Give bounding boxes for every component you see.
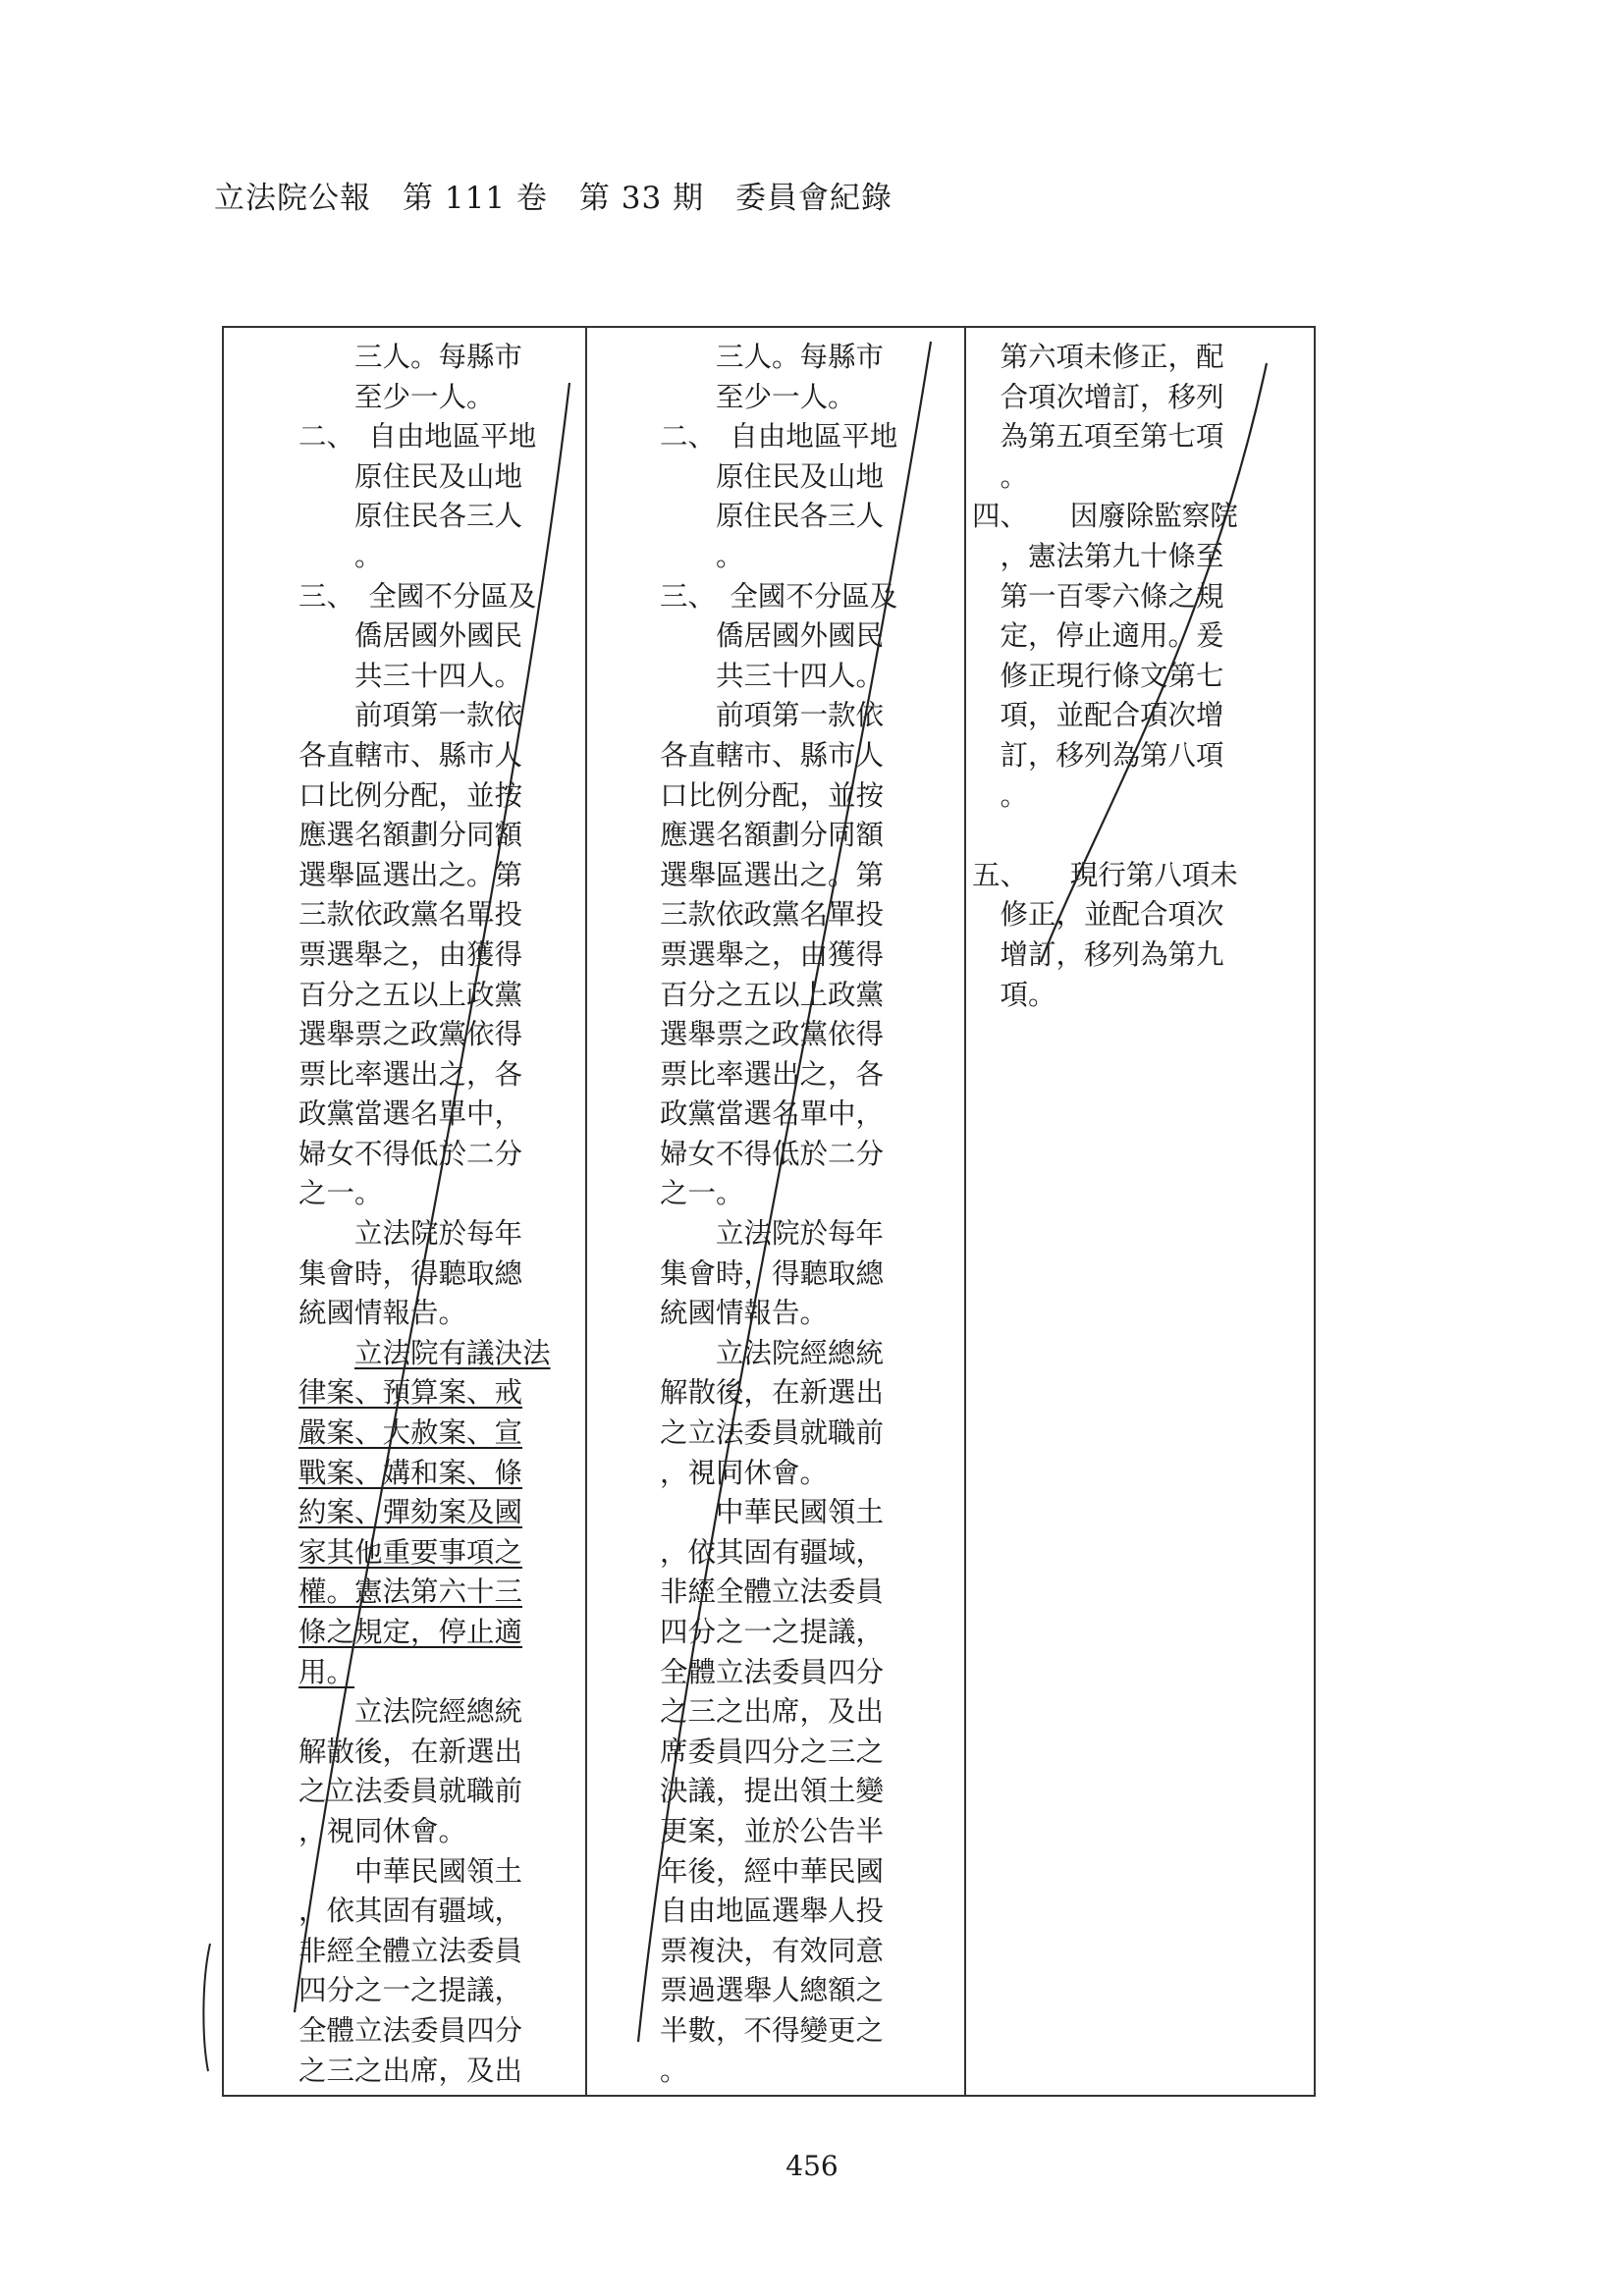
amended-text-line: 票選舉之，由獲得 — [298, 937, 523, 971]
amended-text-line: 統國情報告。 — [298, 1297, 467, 1330]
amended-text-line: 選舉區選出之。第 — [298, 858, 523, 891]
page-header: 立法院公報 第 111 卷 第 33 期 委員會紀錄 — [214, 181, 893, 216]
notes-text-line: 增訂，移列為第九 — [972, 937, 1224, 971]
current-text-line: 更案，並於公告半 — [660, 1814, 885, 1847]
current-text-line: 之一。 — [660, 1177, 744, 1210]
current-text-line: 票過選舉人總額之 — [660, 1974, 885, 2007]
notes-text-line: 修正現行條文第七 — [972, 659, 1224, 692]
amended-text-line: ，視同休會。 — [298, 1814, 467, 1847]
current-text-line: 半數，不得變更之 — [660, 2013, 885, 2047]
amended-text-line: 立法院經總統 — [298, 1695, 523, 1729]
notes-text-line: 第六項未修正，配 — [972, 341, 1224, 373]
bracket-mark-left — [203, 1944, 210, 2071]
amended-text-line: 集會時，得聽取總 — [298, 1256, 523, 1290]
amended-text-line: 約案、彈劾案及國 — [298, 1496, 523, 1529]
notes-text-line: 定，停止適用。爰 — [972, 619, 1224, 653]
amended-text-line: 非經全體立法委員 — [298, 1934, 523, 1967]
notes-text-line: 第一百零六條之規 — [972, 579, 1224, 613]
current-text-line: 之三之出席，及出 — [660, 1695, 885, 1729]
current-text-line: 立法院於每年 — [660, 1217, 885, 1251]
amended-text-line: 三、 全國不分區及 — [298, 579, 537, 613]
current-text-line: 集會時，得聽取總 — [660, 1256, 885, 1290]
current-text-line: ，依其固有疆域， — [660, 1535, 885, 1569]
current-text-line: 席委員四分之三之 — [660, 1735, 885, 1768]
current-text-line: 選舉區選出之。第 — [660, 858, 885, 891]
current-text-line: 僑居國外國民 — [660, 619, 885, 653]
amended-text-line: ，依其固有疆域， — [298, 1895, 523, 1928]
column-divider — [964, 328, 966, 2095]
amended-text-line: 二、 自由地區平地 — [298, 420, 537, 454]
amended-text-line: 解散後，在新選出 — [298, 1735, 523, 1768]
amended-text-line: 條之規定，停止適 — [298, 1616, 523, 1648]
current-text-line: 決議，提出領土變 — [660, 1775, 885, 1808]
comparison-table — [222, 326, 1316, 2097]
current-text-line: ，視同休會。 — [660, 1456, 829, 1489]
current-text-line: 票複決，有效同意 — [660, 1934, 885, 1967]
amended-text-line: 票比率選出之，各 — [298, 1057, 523, 1091]
amended-text-line: 之一。 — [298, 1177, 383, 1210]
notes-text-line: ，憲法第九十條至 — [972, 539, 1224, 572]
notes-text-line: 為第五項至第七項 — [972, 420, 1224, 454]
notes-text-line: 項，並配合項次增 — [972, 699, 1224, 732]
amended-text-line: 原住民及山地 — [298, 459, 523, 493]
amended-text-line: 家其他重要事項之 — [298, 1535, 523, 1569]
current-text-line: 四分之一之提議， — [660, 1616, 885, 1648]
current-text-line: 。 — [660, 539, 744, 572]
current-text-line: 立法院經總統 — [660, 1336, 885, 1369]
amended-text-line: 中華民國領土 — [298, 1854, 523, 1888]
notes-text-line: 五、 現行第八項未 — [972, 858, 1238, 891]
notes-text-line: 項。 — [972, 978, 1056, 1011]
page-number: 456 — [785, 2150, 839, 2182]
amended-text-line: 立法院有議決法 — [354, 1336, 551, 1369]
notes-text-line: 四、 因廢除監察院 — [972, 500, 1238, 533]
amended-text-line: 全體立法委員四分 — [298, 2013, 523, 2047]
amended-text-line: 選舉票之政黨依得 — [298, 1018, 523, 1051]
amended-text-line: 嚴案、大赦案、宣 — [298, 1416, 523, 1450]
amended-text-line: 前項第一款依 — [298, 699, 523, 732]
current-text-line: 原住民各三人 — [660, 500, 885, 533]
amended-text-line: 三人。每縣市 — [298, 341, 523, 373]
amended-text-line: 至少一人。 — [298, 380, 495, 413]
current-text-line: 二、 自由地區平地 — [660, 420, 898, 454]
current-text-line: 選舉票之政黨依得 — [660, 1018, 885, 1051]
current-text-line: 三、 全國不分區及 — [660, 579, 898, 613]
current-text-line: 應選名額劃分同額 — [660, 819, 885, 852]
current-text-line: 年後，經中華民國 — [660, 1854, 885, 1888]
current-text-line: 原住民及山地 — [660, 459, 885, 493]
current-text-line: 解散後，在新選出 — [660, 1376, 885, 1410]
amended-text-line: 婦女不得低於二分 — [298, 1137, 523, 1170]
amended-text-line: 用。 — [298, 1655, 355, 1688]
amended-text-line: 之三之出席，及出 — [298, 2054, 523, 2087]
notes-text-line: 訂，移列為第八項 — [972, 738, 1224, 772]
amended-text-line: 各直轄市、縣市人 — [298, 738, 523, 772]
current-text-line: 政黨當選名單中， — [660, 1097, 885, 1131]
notes-text-line: 修正，並配合項次 — [972, 898, 1224, 932]
current-text-line: 票選舉之，由獲得 — [660, 937, 885, 971]
current-text-line: 百分之五以上政黨 — [660, 978, 885, 1011]
current-text-line: 三款依政黨名單投 — [660, 898, 885, 932]
amended-text-line: 原住民各三人 — [298, 500, 523, 533]
amended-text-line: 應選名額劃分同額 — [298, 819, 523, 852]
current-text-line: 至少一人。 — [660, 380, 856, 413]
amended-text-column — [298, 338, 551, 2091]
explanation-column — [972, 338, 1238, 1015]
amended-text-line: 口比例分配，並按 — [298, 778, 523, 812]
notes-text-line: 。 — [972, 459, 1029, 493]
current-text-column — [660, 338, 897, 2091]
current-text-line: 非經全體立法委員 — [660, 1575, 885, 1609]
current-text-line: 各直轄市、縣市人 — [660, 738, 885, 772]
current-text-line: 婦女不得低於二分 — [660, 1137, 885, 1170]
amended-text-line: 立法院於每年 — [298, 1217, 523, 1251]
amended-text-line: 百分之五以上政黨 — [298, 978, 523, 1011]
current-text-line: 口比例分配，並按 — [660, 778, 885, 812]
current-text-line: 全體立法委員四分 — [660, 1655, 885, 1688]
amended-text-line: 四分之一之提議， — [298, 1974, 523, 2007]
current-text-line: 中華民國領土 — [660, 1496, 885, 1529]
amended-text-line: 戰案、媾和案、條 — [298, 1456, 523, 1489]
amended-text-line: 政黨當選名單中， — [298, 1097, 523, 1131]
current-text-line: 票比率選出之，各 — [660, 1057, 885, 1091]
amended-text-line: 三款依政黨名單投 — [298, 898, 523, 932]
notes-text-line: 合項次增訂，移列 — [972, 380, 1224, 413]
amended-text-line: 權。憲法第六十三 — [298, 1575, 523, 1609]
current-text-line: 三人。每縣市 — [660, 341, 885, 373]
current-text-line: 前項第一款依 — [660, 699, 885, 732]
current-text-line: 之立法委員就職前 — [660, 1416, 885, 1450]
amended-text-line: 之立法委員就職前 — [298, 1775, 523, 1808]
current-text-line: 共三十四人。 — [660, 659, 885, 692]
current-text-line: 自由地區選舉人投 — [660, 1895, 885, 1928]
amended-text-line: 。 — [298, 539, 383, 572]
amended-text-line: 律案、預算案、戒 — [298, 1376, 523, 1410]
notes-text-line: 。 — [972, 778, 1029, 812]
notes-text-line — [972, 816, 1238, 856]
current-text-line: 統國情報告。 — [660, 1297, 829, 1330]
amended-text-line: 僑居國外國民 — [298, 619, 523, 653]
amended-text-line: 共三十四人。 — [298, 659, 523, 692]
current-text-line: 。 — [660, 2054, 688, 2087]
column-divider — [585, 328, 587, 2095]
